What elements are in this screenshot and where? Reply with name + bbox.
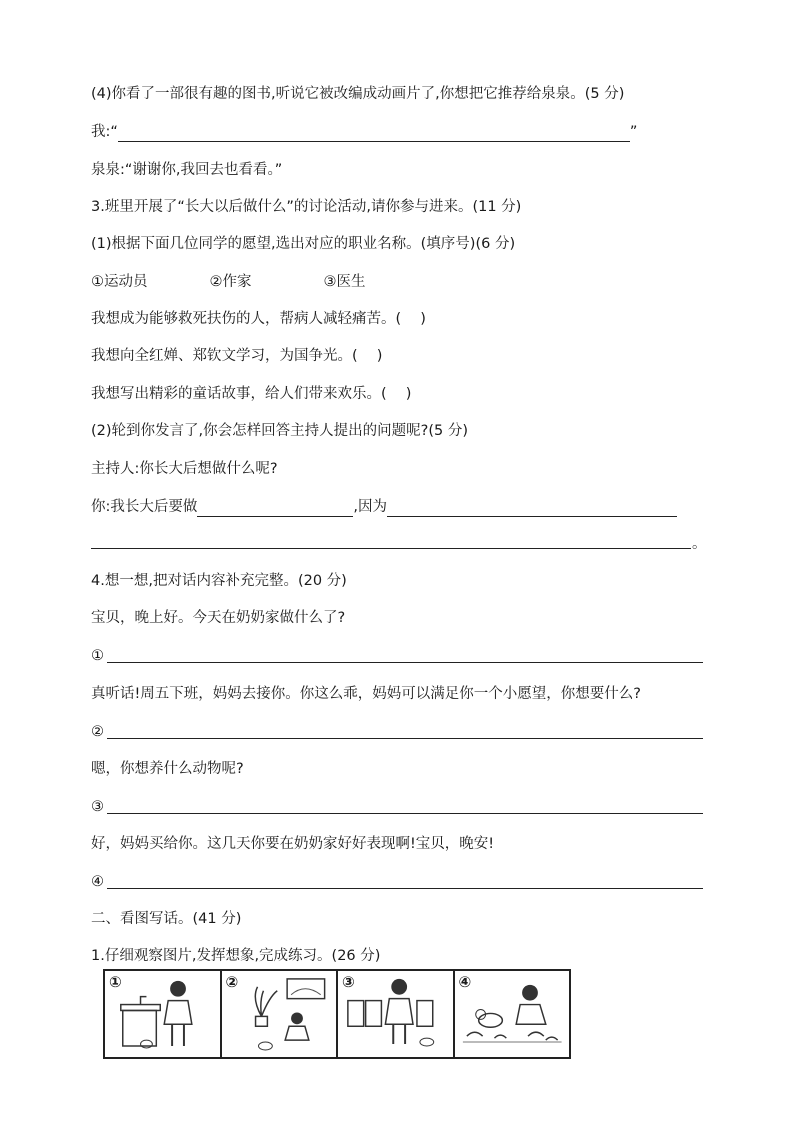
- q4-prompt: (4)你看了一部很有趣的图书,听说它被改编成动画片了,你想把它推荐给泉泉。(5 分): [91, 86, 625, 102]
- picture-panel-1: [105, 971, 222, 1057]
- q4-me-close: ”: [629, 124, 638, 140]
- girl-planting-with-dog-illustration: [455, 971, 569, 1056]
- picture-panel-4: [455, 971, 570, 1057]
- q4-title: 4.想一想,把对话内容补充完整。(20 分): [91, 573, 347, 589]
- picture-panel-3: [338, 971, 455, 1057]
- option-athlete: ①运动员: [91, 274, 148, 290]
- mom-line-2: 真听话!周五下班，妈妈去接你。你这么乖，妈妈可以满足你一个小愿望，你想要什么?: [91, 686, 642, 702]
- answer-blank-4[interactable]: [107, 888, 703, 889]
- q4-me-line: [91, 122, 637, 142]
- option-doctor: ③医生: [323, 274, 366, 290]
- picture-panel-2: [222, 971, 339, 1057]
- end-mark: 。: [692, 536, 707, 552]
- panel-number-4: ④: [458, 973, 472, 991]
- job-blank[interactable]: [197, 498, 353, 517]
- wish-writer: 我想写出精彩的童话故事，给人们带来欢乐。( ): [91, 386, 412, 402]
- answer-blank-3[interactable]: [107, 813, 703, 814]
- panel-number-2: ②: [225, 973, 239, 991]
- reason-blank-2[interactable]: [91, 548, 691, 549]
- wish-athlete: 我想向全红婵、郑钦文学习，为国争光。( ): [91, 348, 383, 364]
- options-row: [91, 272, 366, 292]
- answer-blank-1[interactable]: [107, 662, 703, 663]
- mom-line-4: 好，妈妈买给你。这几天你要在奶奶家好好表现啊!宝贝，晚安!: [91, 836, 495, 852]
- section2-title: 二、看图写话。(41 分): [91, 911, 242, 927]
- wish-doctor: 我想成为能够救死扶伤的人，帮病人减轻痛苦。( ): [91, 311, 426, 327]
- q4-me-open: 我:“: [91, 124, 118, 140]
- panel-number-1: ①: [109, 973, 122, 991]
- option-writer: ②作家: [209, 274, 252, 290]
- you-because: ,因为: [353, 499, 387, 515]
- num-4: ④: [91, 874, 104, 890]
- you-prefix: 你:我长大后要做: [91, 499, 198, 515]
- you-line: [91, 497, 677, 517]
- girl-with-plant-illustration: [222, 971, 336, 1056]
- q3-title: 3.班里开展了“长大以后做什么”的讨论活动,请你参与进来。(11 分): [91, 199, 522, 215]
- panel-number-3: ③: [342, 973, 355, 991]
- q3-2-prompt: (2)轮到你发言了,你会怎样回答主持人提出的问题呢?(5 分): [91, 423, 468, 439]
- host-line: 主持人:你长大后想做什么呢?: [91, 461, 278, 477]
- girl-at-sink-illustration: [105, 971, 219, 1056]
- mom-line-3: 嗯，你想养什么动物呢?: [91, 761, 244, 777]
- num-1: ①: [91, 648, 104, 664]
- mom-line-1: 宝贝，晚上好。今天在奶奶家做什么了?: [91, 610, 346, 626]
- q4-me-blank[interactable]: [118, 123, 630, 142]
- num-2: ②: [91, 724, 104, 740]
- q4-quan-line: 泉泉:“谢谢你,我回去也看看。”: [91, 162, 283, 178]
- answer-blank-2[interactable]: [107, 738, 703, 739]
- num-3: ③: [91, 799, 104, 815]
- girl-sorting-trash-illustration: [338, 971, 452, 1056]
- picture-strip: [103, 969, 571, 1059]
- reason-blank[interactable]: [387, 498, 677, 517]
- q3-1-prompt: (1)根据下面几位同学的愿望,选出对应的职业名称。(填序号)(6 分): [91, 236, 516, 252]
- s2-q1-prompt: 1.仔细观察图片,发挥想象,完成练习。(26 分): [91, 948, 381, 964]
